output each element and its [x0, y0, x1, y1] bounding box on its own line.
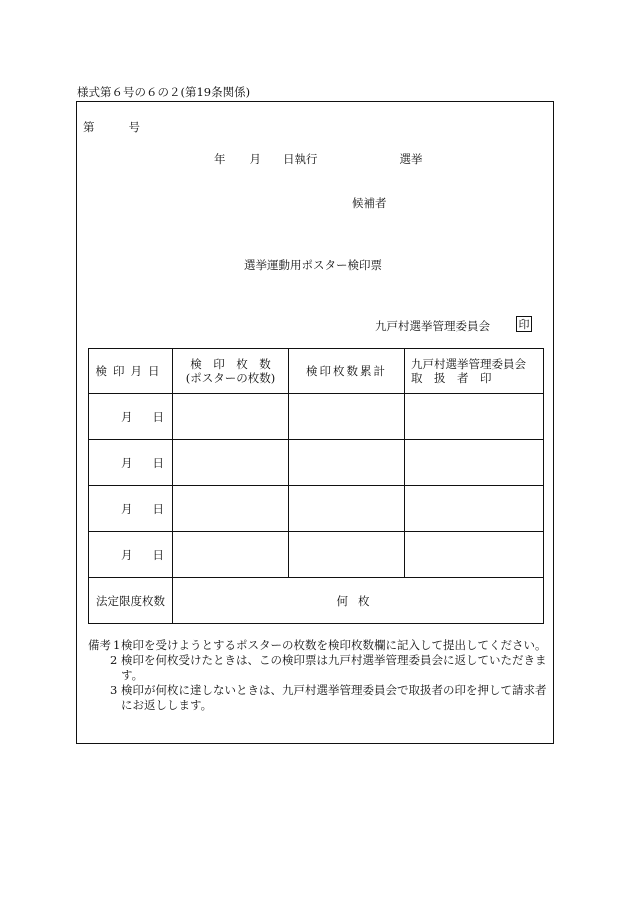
- note-text: 検印を受けようとするポスターの枚数を検印枚数欄に記入して提出してください。: [121, 638, 547, 652]
- cumulative-cell[interactable]: [289, 394, 405, 440]
- cumulative-cell[interactable]: [289, 532, 405, 578]
- form-title: 様式第６号の６の２(第19条関係): [77, 85, 251, 99]
- handler-seal-cell[interactable]: [405, 532, 544, 578]
- number-suffix: 号: [128, 120, 140, 134]
- table-row: [89, 440, 544, 486]
- note-number: 1: [113, 638, 121, 652]
- stamp-count-cell[interactable]: [173, 440, 289, 486]
- table-row: [89, 532, 544, 578]
- day-label: 日: [152, 455, 164, 470]
- table-row: [89, 394, 544, 440]
- date-month: 月: [249, 152, 261, 166]
- header-date: 検印月日: [89, 349, 173, 394]
- header-handler-line2: 取 扱 者 印: [411, 371, 492, 385]
- day-label: 日: [152, 501, 164, 516]
- document-title: 選挙運動用ポスター検印票: [244, 258, 382, 272]
- cumulative-cell[interactable]: [289, 440, 405, 486]
- header-stamp-count: [173, 349, 289, 394]
- note-item: [88, 683, 548, 713]
- day-label: 日: [152, 547, 164, 562]
- note-number: 2: [110, 653, 118, 667]
- stamp-count-cell[interactable]: [173, 532, 289, 578]
- handler-seal-cell[interactable]: [405, 440, 544, 486]
- header-cumulative: 検印枚数累計: [289, 349, 405, 394]
- note-item: [88, 653, 548, 683]
- legal-limit-row: [89, 578, 544, 624]
- handler-seal-cell[interactable]: [405, 486, 544, 532]
- date-day: 日執行: [283, 152, 318, 166]
- seal-mark: 印: [516, 316, 532, 332]
- date-cell: [89, 486, 173, 532]
- date-year: 年: [214, 152, 226, 166]
- notes-section: [88, 638, 548, 713]
- month-label: 月: [121, 501, 133, 516]
- table-header-row: [89, 349, 544, 394]
- date-cell: [89, 440, 173, 486]
- note-number: 3: [110, 683, 118, 697]
- legal-limit-label: 法定限度枚数: [89, 578, 173, 624]
- stamp-count-cell[interactable]: [173, 486, 289, 532]
- month-label: 月: [121, 409, 133, 424]
- month-label: 月: [121, 455, 133, 470]
- notes-label: 備考: [88, 638, 111, 652]
- month-label: 月: [121, 547, 133, 562]
- header-stamp-count-line1: 検 印 枚 数: [190, 357, 271, 371]
- date-cell: [89, 394, 173, 440]
- handler-seal-cell[interactable]: [405, 394, 544, 440]
- stamp-log-table: [88, 348, 544, 624]
- note-text: 検印が何枚に達しないときは、九戸村選挙管理委員会で取扱者の印を押して請求者にお返しします。: [121, 683, 547, 712]
- header-handler-line1: 九戸村選挙管理委員会: [411, 357, 526, 371]
- execution-date-line: [214, 151, 423, 167]
- date-cell: [89, 532, 173, 578]
- election-label: 選挙: [399, 152, 423, 166]
- note-text: 検印を何枚受けたときは、この検印票は九戸村選挙管理委員会に返していただきます。: [121, 653, 547, 682]
- table-row: [89, 486, 544, 532]
- document-number-line: [83, 119, 140, 135]
- header-stamp-count-line2: (ポスターの枚数): [185, 371, 276, 385]
- number-prefix: 第: [83, 120, 95, 134]
- candidate-label: 候補者: [352, 196, 387, 210]
- stamp-count-cell[interactable]: [173, 394, 289, 440]
- day-label: 日: [152, 409, 164, 424]
- committee-name: 九戸村選挙管理委員会: [375, 319, 490, 333]
- legal-limit-value[interactable]: 何枚: [173, 578, 544, 624]
- note-item: [88, 638, 548, 653]
- cumulative-cell[interactable]: [289, 486, 405, 532]
- header-handler: [405, 349, 544, 394]
